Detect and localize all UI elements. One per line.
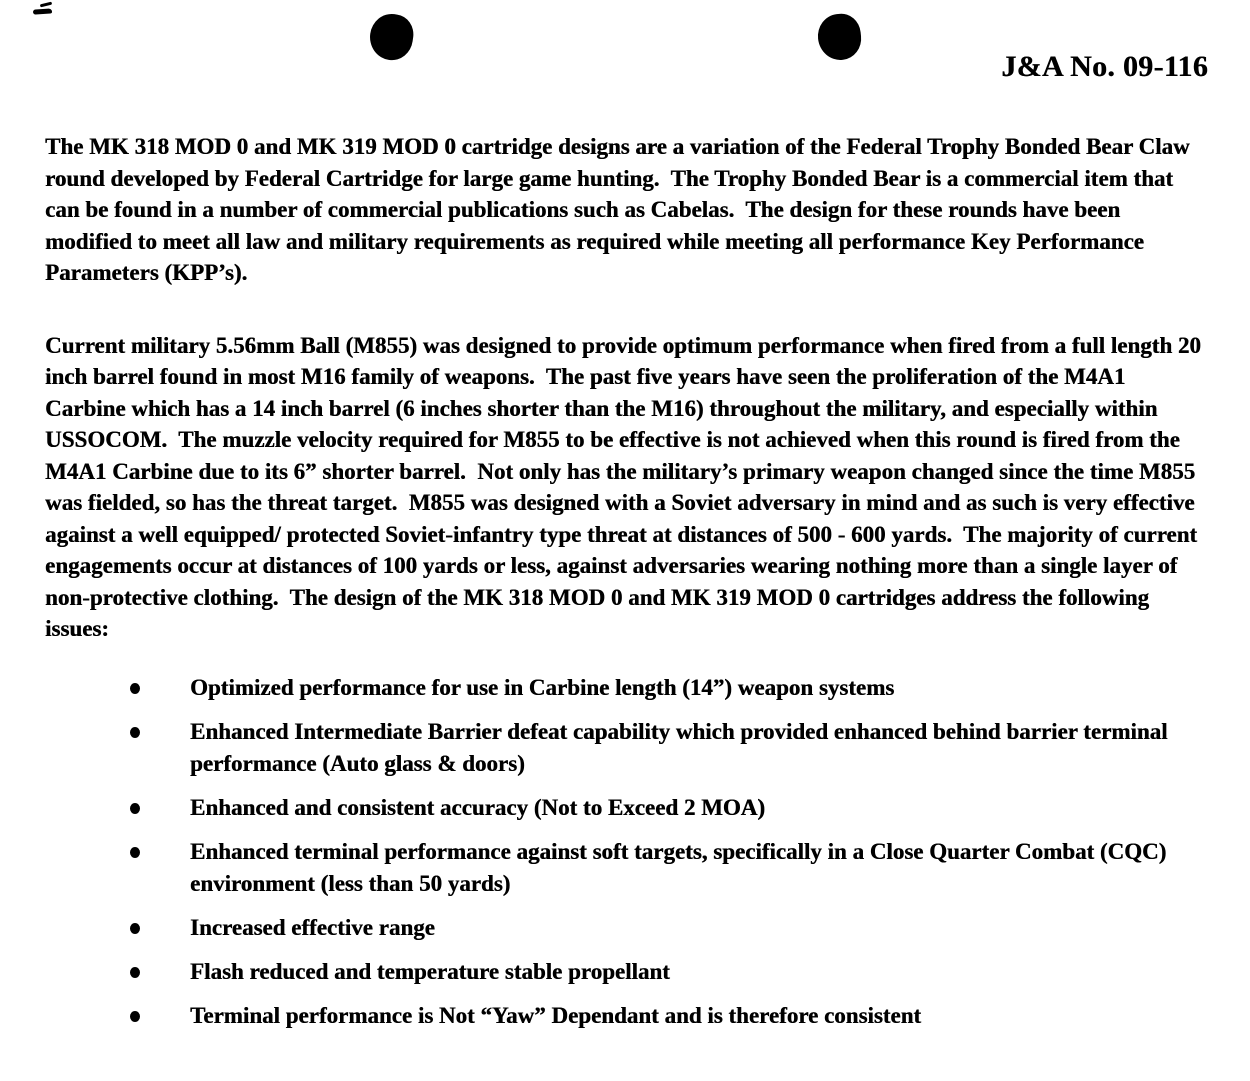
bullet-text: Optimized performance for use in Carbine length (14”) weapon systems [190,674,895,700]
list-item [45,912,1206,944]
bullet-text: Enhanced Intermediate Barrier defeat capability which provided enhanced behind barrier terminal performance (Auto glass & doors) [190,718,1174,776]
bullet-icon [130,967,140,978]
list-item [45,716,1206,780]
paragraph: Current military 5.56mm Ball (M855) was designed to provide optimum performance when fired from a full length 20 inch barrel found in most M16 family of weapons. The past five years have seen the proliferation of the M4A1 Carbine which has a 14 inch barrel (6 inches shorter than the M16) throughout the military, and especially within USSOCOM. The muzzle velocity required for M855 to be effective is not achieved when this round is fired from the M4A1 Carbine due to its 6” shorter barrel. Not only has the military’s primary weapon changed since the time M855 was fielded, so has the threat target. M855 was designed with a Soviet adversary in mind and as such is very effective against a well equipped/ protected Soviet-infantry type threat at distances of 500 - 600 yards. The majority of current engagements occur at distances of 100 yards or less, against adversaries wearing nothing more than a single layer of non-protective clothing. The design of the MK 318 MOD 0 and MK 319 MOD 0 cartridges address the following issues: [45,332,1207,641]
list-item [45,792,1206,824]
bullet-text: Enhanced and consistent accuracy (Not to Exceed 2 MOA) [190,794,765,820]
issues-bullet-list [45,672,1206,1032]
bullet-text: Increased effective range [190,914,435,940]
list-item [45,956,1206,988]
scan-artifact [33,3,57,15]
list-item [45,836,1206,900]
list-item [45,672,1206,704]
bullet-icon [130,1011,140,1022]
bullet-text: Enhanced terminal performance against soft targets, specifically in a Close Quarter Combat (CQC) environment (less than 50 yards) [190,838,1173,896]
bullet-icon [130,727,140,738]
hole-punch-icon [816,12,864,62]
bullet-text: Terminal performance is Not “Yaw” Dependant and is therefore consistent [190,1002,922,1028]
bullet-icon [130,803,140,814]
bullet-icon [130,847,140,858]
hole-punch-icon [367,11,416,63]
document-body [45,131,1206,1044]
bullet-text: Flash reduced and temperature stable propellant [190,958,670,984]
bullet-icon [130,683,140,694]
document-reference-number: J&A No. 09-116 [1001,50,1208,83]
paragraph: The MK 318 MOD 0 and MK 319 MOD 0 cartridge designs are a variation of the Federal Trophy Bonded Bear Claw round developed by Federal Cartridge for large game hunting. The Trophy Bonded Bear is a commercial item that can be found in a number of commercial publications such as Cabelas. The design for these rounds have been modified to meet all law and military requirements as required while meeting all performance Key Performance Parameters (KPP’s). [45,134,1196,285]
bullet-icon [130,923,140,934]
list-item [45,1000,1206,1032]
